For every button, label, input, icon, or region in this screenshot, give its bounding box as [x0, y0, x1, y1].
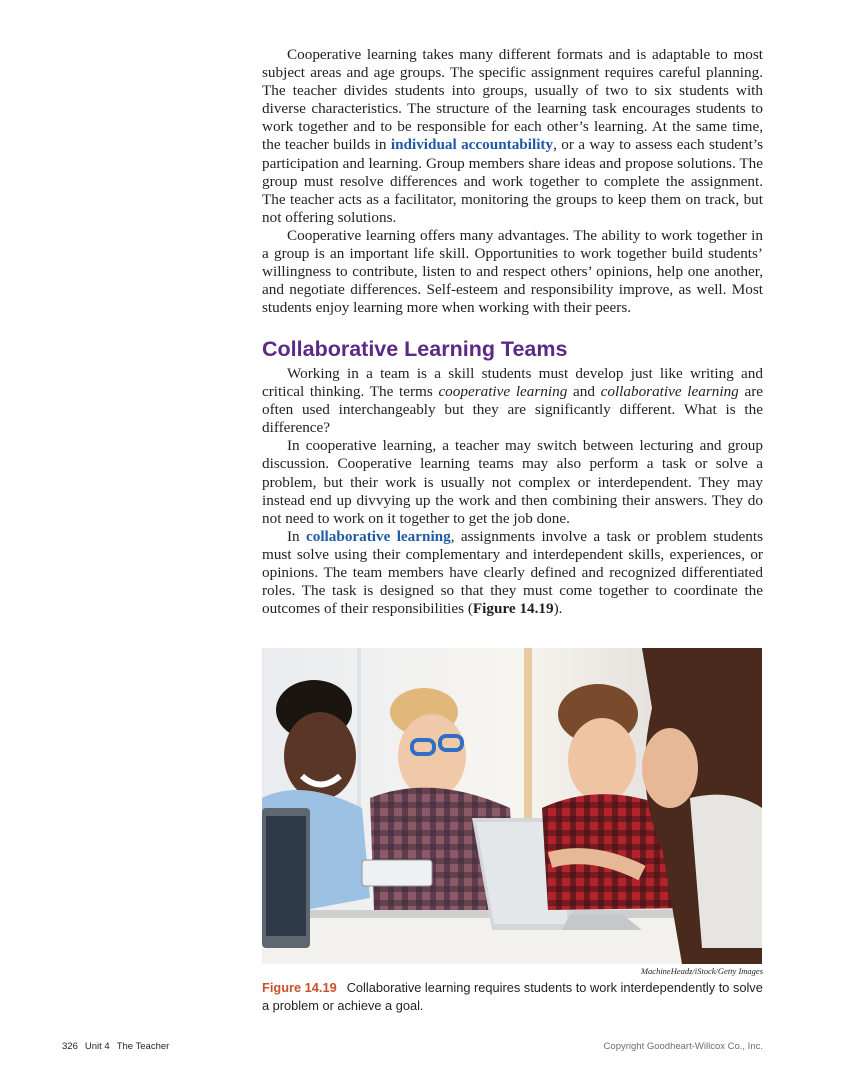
figure-caption-text: Collaborative learning requires students to work interdependently to solve a problem or achieve a goal.: [262, 980, 763, 1013]
figure-label: Figure 14.19: [262, 980, 337, 995]
key-term-individual-accountability[interactable]: individual accountability: [390, 136, 554, 154]
section-collaborative-teams: [262, 336, 763, 618]
unit-number: Unit 4: [84, 1041, 110, 1052]
students-photo-illustration: [262, 648, 762, 964]
paragraph-cooperative-advantages: Cooperative learning offers many advantages. The ability to work together in a group is an important life skill. Opportunities to work together build students’ willingness to contribute, listen to and respect others’ opinions, help one another, and negotiate differences. Self-esteem and responsibility improve, as well. Most students enjoy learning more when working with their peers.: [262, 226, 763, 317]
unit-title: The Teacher: [116, 1041, 170, 1052]
figure-reference[interactable]: Figure 14.19: [472, 600, 554, 618]
paragraph-team-skill: Working in a team is a skill students must develop just like writing and critical thinking. The terms cooperative learning and collaborative learning are often used interchangeably but they are significantly different. What is the difference?: [262, 365, 763, 437]
key-term-collaborative-learning[interactable]: collaborative learning: [306, 527, 451, 545]
figure-photo-students-laptop: [262, 648, 762, 964]
page-footer-left: [62, 1041, 176, 1052]
figure-caption: [262, 979, 763, 1014]
section-heading: Collaborative Learning Teams: [262, 337, 568, 361]
photo-credit: MachineHeadz/iStock/Getty Images: [640, 966, 763, 976]
section-cooperative-learning: [262, 46, 763, 317]
copyright: Copyright Goodheart-Willcox Co., Inc.: [603, 1041, 763, 1052]
paragraph-collaborative-learning: In collaborative learning, assignments involve a task or problem students must solve using their complementary and interdependent skills, experiences, or opinions. The team members have clearly defined and recognized differentiated roles. The task is designed so that they must come together to coordinate the outcomes of their responsibilities (Figure 14.19).: [262, 527, 763, 618]
paragraph-cooperative-vs: In cooperative learning, a teacher may switch between lecturing and group discussion. Cooperative learning teams may also perform a task or solve a problem, but their work is usually not complex or interdependent. They may instead end up divvying up the work and then combining their answers. They do not need to work on it together to get the job done.: [262, 437, 763, 527]
page-number: 326: [62, 1041, 78, 1052]
paragraph-cooperative-formats: Cooperative learning takes many different formats and is adaptable to most subject areas and age groups. The specific assignment requires careful planning. The teacher divides students into groups, usually of two to six students with diverse characteristics. The structure of the learning task encourages students to work together and to be responsible for each other’s learning. At the same time, the teacher builds in individual accountability, or a way to assess each student’s participation and learning. Group members share ideas and propose solutions. The group must resolve differences and work together to complete the assignment. The teacher acts as a facilitator, monitoring the groups to keep them on track, but not offering solutions.: [262, 46, 763, 226]
